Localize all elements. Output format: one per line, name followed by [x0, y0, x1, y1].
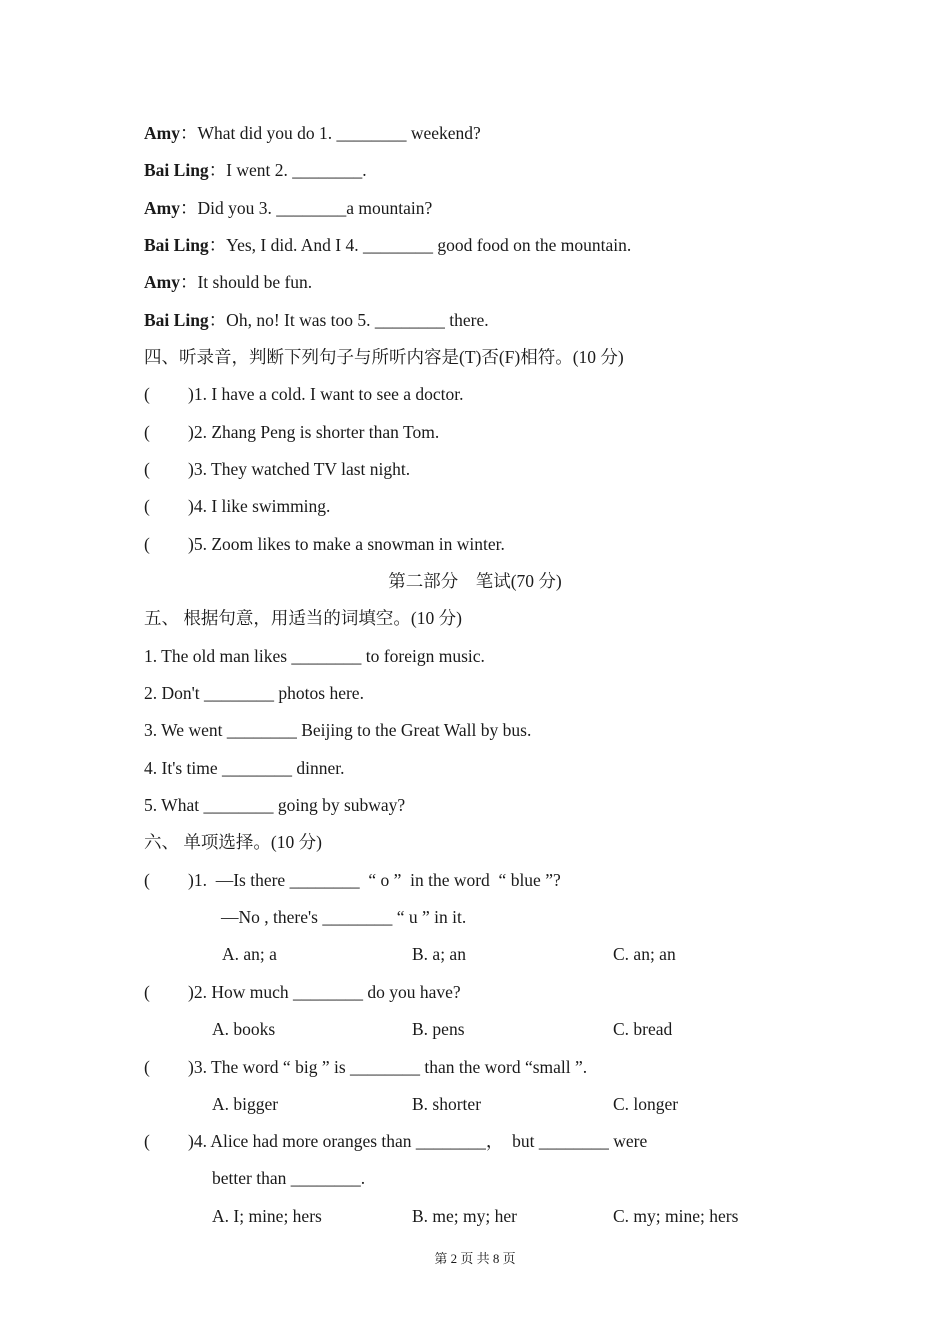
item-text: )3. They watched TV last night.	[188, 459, 411, 479]
answer-paren[interactable]: (	[144, 1131, 150, 1151]
answer-paren[interactable]: (	[144, 459, 150, 479]
q2-option-c[interactable]: C. bread	[613, 1019, 673, 1039]
q4-option-a[interactable]: A. I; mine; hers	[212, 1206, 322, 1226]
dialogue-text: ：I went 2. ________.	[208, 160, 367, 180]
section6-q1	[144, 869, 561, 891]
q3-option-a[interactable]: A. bigger	[212, 1094, 279, 1114]
speaker-name: Bai Ling	[144, 235, 209, 255]
q4-option-c[interactable]: C. my; mine; hers	[613, 1206, 739, 1226]
question-text: )1. —Is there ________ “ o ” in the word “ blue ”?	[188, 870, 561, 890]
dialogue-text: ：Did you 3. ________a mountain?	[179, 198, 433, 218]
answer-paren[interactable]: (	[144, 982, 150, 1002]
dialogue-text: ：Yes, I did. And I 4. ________ good food on the mountain.	[208, 235, 632, 255]
section6-q2	[144, 981, 461, 1003]
q1-continuation: —No , there's ________ “ u ” in it.	[221, 907, 467, 927]
part2-title: 第二部分 笔试(70 分)	[388, 571, 562, 591]
q4-continuation: better than ________.	[212, 1168, 366, 1188]
answer-paren[interactable]: (	[144, 534, 150, 554]
page-footer: 第 2 页 共 8 页	[434, 1251, 516, 1266]
answer-paren[interactable]: (	[144, 422, 150, 442]
speaker-name: Bai Ling	[144, 160, 209, 180]
section6-title: 六、 单项选择。(10 分)	[144, 832, 322, 852]
q1-option-a[interactable]: A. an; a	[222, 944, 277, 964]
q1-option-c[interactable]: C. an; an	[613, 944, 676, 964]
dialogue-line-6	[144, 309, 489, 331]
section4-item-4	[144, 495, 330, 517]
item-text: )1. I have a cold. I want to see a doctor.	[188, 384, 464, 404]
section6-q4	[144, 1130, 647, 1152]
question-text: )4. Alice had more oranges than ________， but ________ were	[188, 1131, 648, 1151]
q4-option-b[interactable]: B. me; my; her	[412, 1206, 517, 1226]
section5-title: 五、 根据句意，用适当的词填空。(10 分)	[144, 608, 462, 628]
item-text: )2. Zhang Peng is shorter than Tom.	[188, 422, 440, 442]
q2-option-a[interactable]: A. books	[212, 1019, 276, 1039]
dialogue-line-2	[144, 159, 367, 181]
speaker-name: Amy	[144, 198, 180, 218]
section4-item-3	[144, 458, 410, 480]
speaker-name: Amy	[144, 272, 180, 292]
dialogue-line-1	[144, 122, 481, 144]
q3-option-c[interactable]: C. longer	[613, 1094, 679, 1114]
speaker-name: Bai Ling	[144, 310, 209, 330]
answer-paren[interactable]: (	[144, 1057, 150, 1077]
item-text: )4. I like swimming.	[188, 496, 331, 516]
answer-paren[interactable]: (	[144, 384, 150, 404]
speaker-name: Amy	[144, 123, 180, 143]
dialogue-text: ：What did you do 1. ________ weekend?	[179, 123, 481, 143]
section4-item-5	[144, 533, 505, 555]
section5-item-1: 1. The old man likes ________ to foreign music.	[144, 646, 485, 666]
q1-option-b[interactable]: B. a; an	[412, 944, 466, 964]
dialogue-line-5	[144, 271, 312, 293]
section6-q3	[144, 1056, 587, 1078]
section5-item-2: 2. Don't ________ photos here.	[144, 683, 364, 703]
section4-item-1	[144, 383, 464, 405]
question-text: )2. How much ________ do you have?	[188, 982, 461, 1002]
section5-item-5: 5. What ________ going by subway?	[144, 795, 406, 815]
q3-option-b[interactable]: B. shorter	[412, 1094, 482, 1114]
dialogue-text: ：Oh, no! It was too 5. ________ there.	[208, 310, 489, 330]
dialogue-line-4	[144, 234, 631, 256]
dialogue-line-3	[144, 197, 432, 219]
question-text: )3. The word “ big ” is ________ than the word “small ”.	[188, 1057, 588, 1077]
item-text: )5. Zoom likes to make a snowman in winter.	[188, 534, 505, 554]
section5-item-3: 3. We went ________ Beijing to the Great Wall by bus.	[144, 720, 532, 740]
answer-paren[interactable]: (	[144, 870, 150, 890]
q2-option-b[interactable]: B. pens	[412, 1019, 465, 1039]
section4-title: 四、听录音，判断下列句子与所听内容是(T)否(F)相符。(10 分)	[144, 347, 624, 367]
section5-item-4: 4. It's time ________ dinner.	[144, 758, 345, 778]
answer-paren[interactable]: (	[144, 496, 150, 516]
dialogue-text: ：It should be fun.	[179, 272, 313, 292]
section4-item-2	[144, 421, 439, 443]
